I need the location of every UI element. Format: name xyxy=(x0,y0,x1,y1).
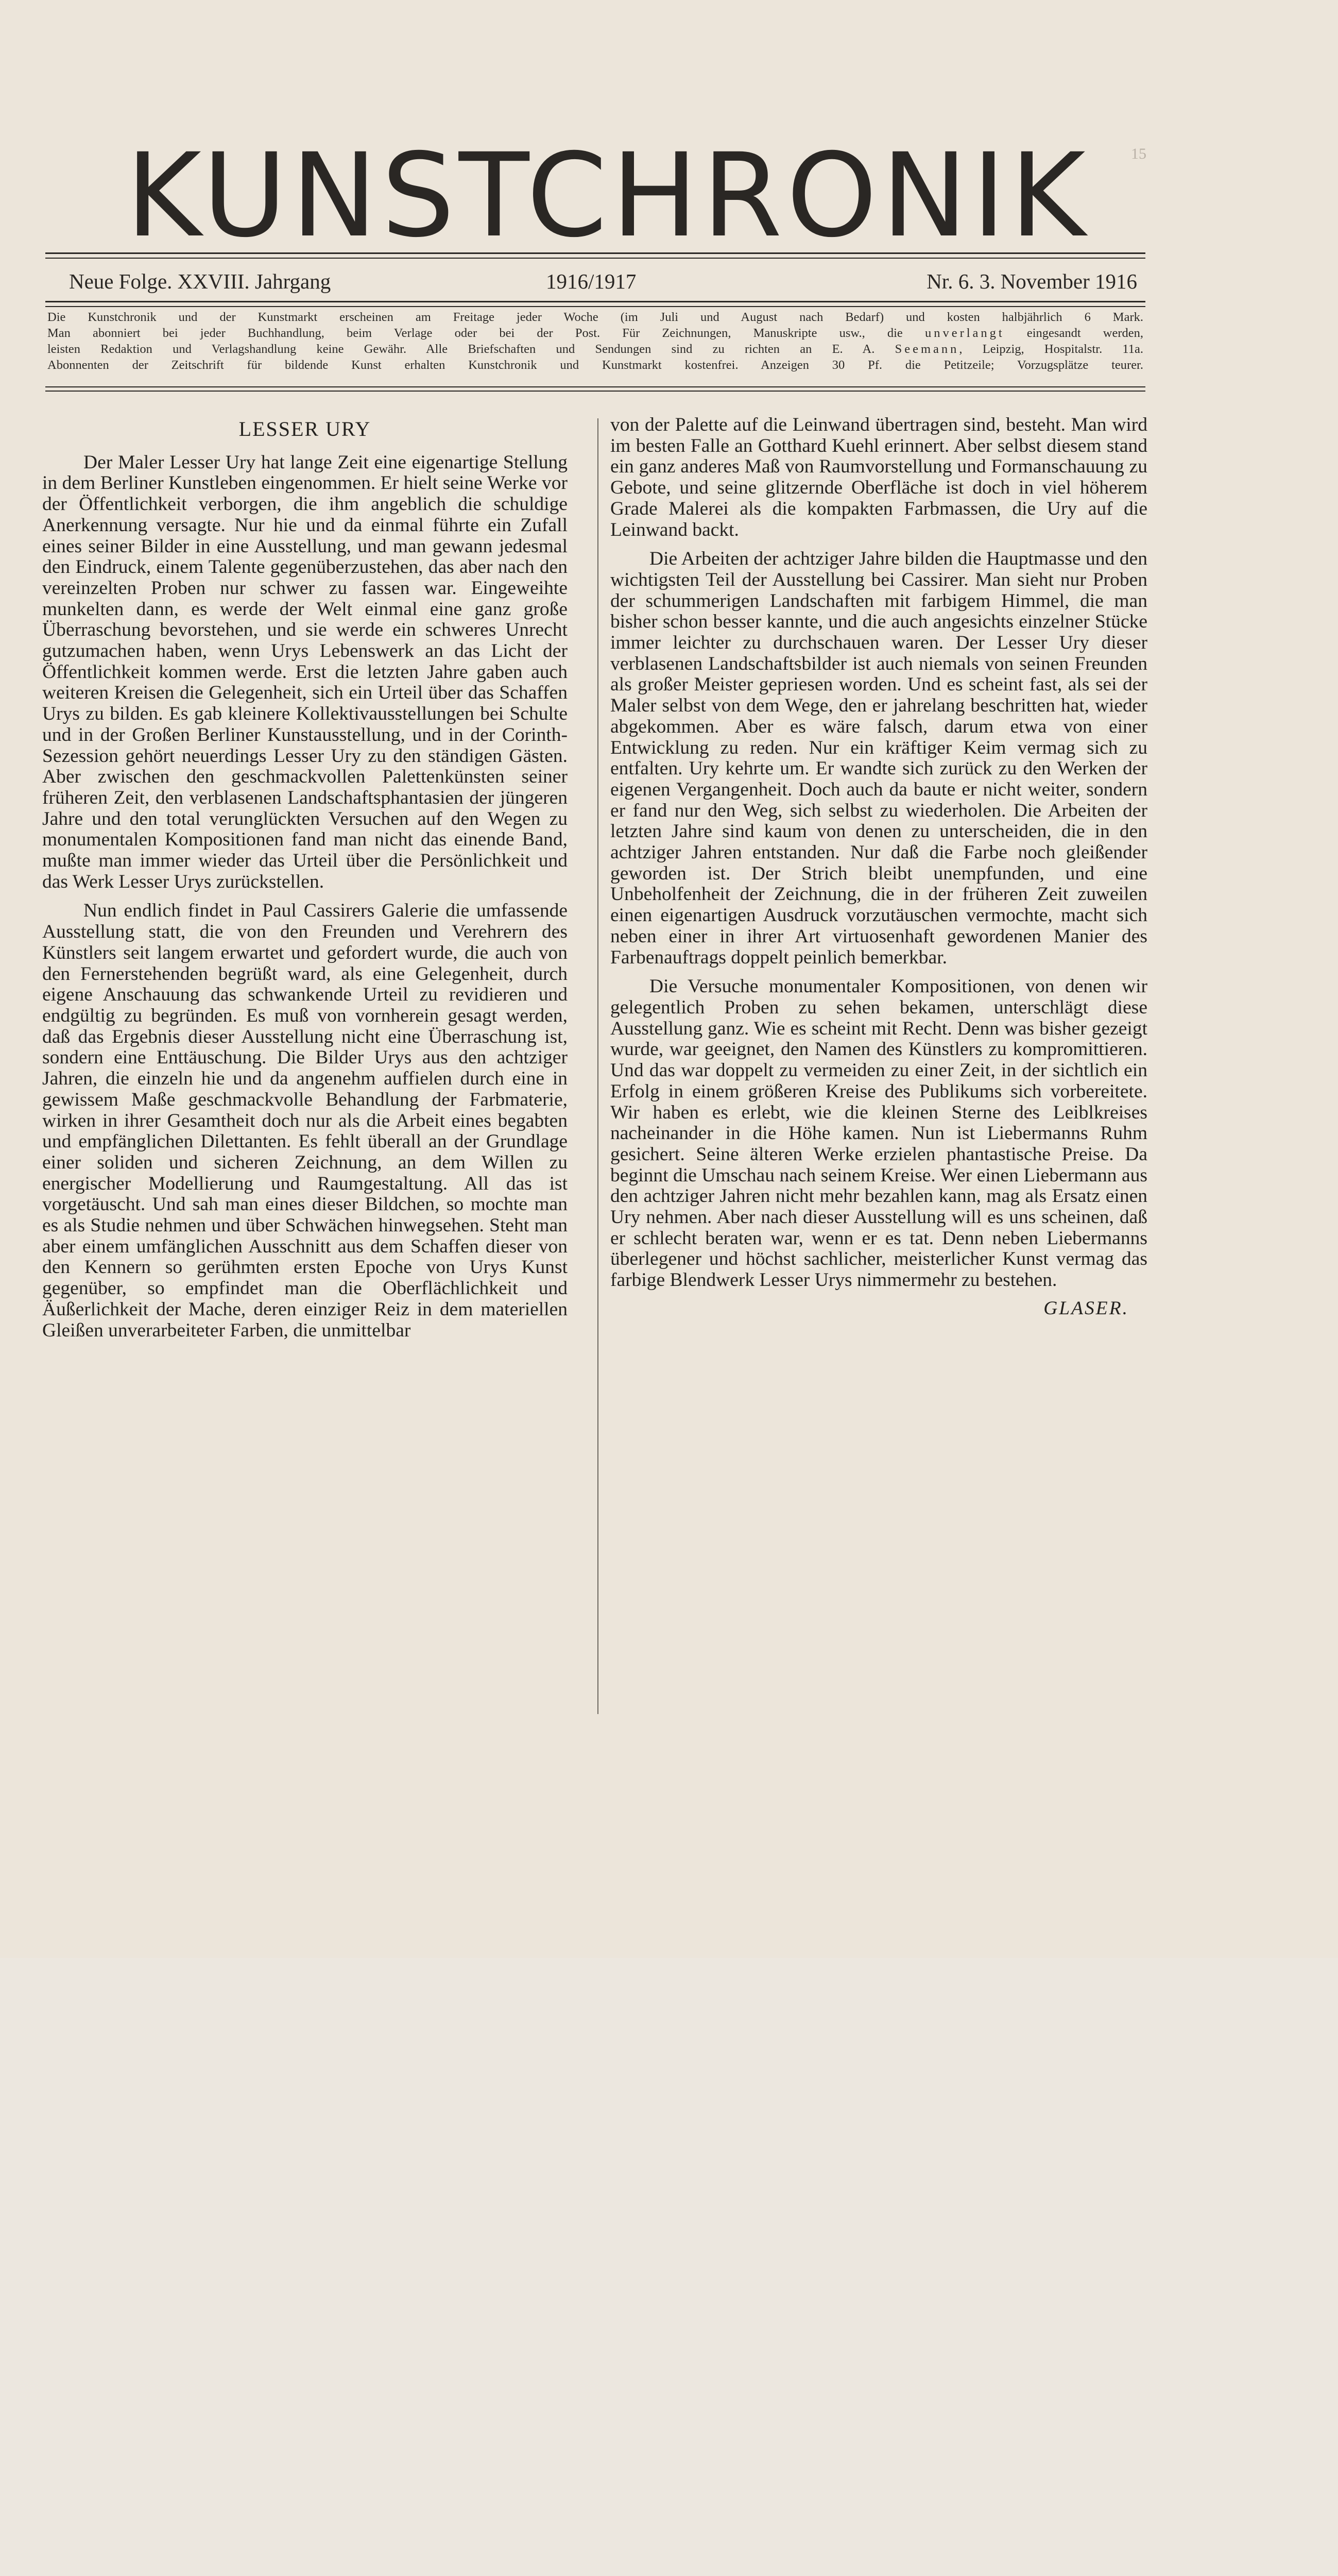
header-rule-top xyxy=(45,252,1145,259)
publisher-name: Seemann xyxy=(895,342,959,356)
subscription-notice xyxy=(47,309,1143,373)
notice-line: Die Kunstchronik und der Kunstmarkt erscheinen am Freitage jeder Woche (im Juli und August nach Bedarf) und kosten halbjährlich 6 Mark. xyxy=(47,310,1143,324)
article-paragraph: von der Palette auf die Leinwand übertragen sind, besteht. Man wird im besten Falle an Gotthard Kuehl erinnert. Aber selbst diesem stand ein ganz anderes Maß von Raumvorstellung und Formanschauung zu Gebote, und seine glitzernde Oberfläche ist doch in viel höherem Grade Malerei als die kompakten Farbmassen, die Ury auf die Leinwand backt. xyxy=(610,414,1147,540)
notice-line: Abonnenten der Zeitschrift für bildende Kunst erhalten Kunstchronik und Kunstmarkt kostenfrei. Anzeigen 30 Pf. die Petitzeile; Vorzugsplätze teurer. xyxy=(47,358,1143,372)
issue-number-date: Nr. 6. 3. November 1916 xyxy=(927,269,1137,293)
masthead-title: KUNSTCHRONIK xyxy=(126,128,1090,263)
article-paragraph: Der Maler Lesser Ury hat lange Zeit eine eigenartige Stellung in dem Berliner Kunstleben eingenommen. Er hielt seine Werke vor der Öffentlichkeit verborgen, die ihm angeblich die schuldige Anerkennung versagte. Nur hie und da einmal führte ein Zufall eines seiner Bilder in eine Ausstellung, und man gewann jedesmal den Eindruck, einem Talente gegenüberzustehen, das aber nach den vereinzelten Proben nur schwer zu fassen war. Eingeweihte munkelten dann, es werde der Welt einmal eine ganz große Überraschung bevorstehen, und sie werde ein schweres Unrecht gutzumachen haben, wenn Urys Lebenswerk an das Licht der Öffentlichkeit kommen werde. Erst die letzten Jahre gaben auch weiteren Kreisen die Gelegenheit, sich ein Urteil über das Schaffen Urys zu bilden. Es gab kleinere Kollektivausstellungen bei Schulte und in der Großen Berliner Kunstausstellung, und in der Corinth-Sezession gehört neuerdings Lesser Ury zu den ständigen Gästen. Aber zwischen den geschmackvollen Palettenkünsten seiner früheren Zeit, den verblasenen Landschaftsphantasien der jüngeren Jahre und den total verunglückten Versuchen auf den Wegen zu monumentalen Kompositionen fand man nicht das einende Band, mußte man immer wieder das Urteil über die Persönlichkeit und das Werk Lesser Urys zurückstellen. xyxy=(42,451,568,892)
notice-line: leisten Redaktion und Verlagshandlung keine Gewähr. Alle Briefschaften und Sendungen sind zu richten an E. A. Seemann, Leipzig, Hospitalstr. 11a. xyxy=(47,342,1144,356)
header-rule-bottom-2 xyxy=(45,391,1145,392)
digitization-footer xyxy=(0,1958,1338,2050)
article-paragraph: Die Arbeiten der achtziger Jahre bilden die Hauptmasse und den wichtigsten Teil der Ausstellung bei Cassirer. Man sieht nur Proben der schummerigen Landschaften mit farbigem Himmel, die man bisher schon besser kannte, und die auch angesichts einzelner Stücke immer leichter zu durchschauen waren. Der Lesser Ury dieser verblasenen Landschaftsbilder ist auch niemals von seinen Freunden als großer Meister gepriesen worden. Und es scheint fast, als sei der Maler selbst von dem Wege, den er jahrelang beschritten hat, wieder abgekommen. Aber es wäre falsch, darum etwa von einer Entwicklung zu reden. Nur ein kräftiger Keim vermag sich zu entfalten. Ury kehrte um. Er wandte sich zurück zu den Werken der eigenen Vergangenheit. Doch auch da baute er nicht weiter, sondern er fand nur den Weg, sich selbst zu wiederholen. Die Arbeiten der letzten Jahre sind kaum von denen zu unterscheiden, die in den achtziger Jahren entstanden. Nur daß die Farbe noch gleißender geworden ist. Der Strich bleibt unempfunden, und eine Unbeholfenheit der Zeichnung, die in der früheren Zeit zuweilen einen eigenartigen Ausdruck vorzutäuschen vermochte, macht sich neben einer in ihrer Art virtuosenhaft gewordenen Manier des Farbenauftrags doppelt peinlich bemerkbar. xyxy=(610,548,1147,968)
issue-line xyxy=(66,266,1137,297)
column-divider xyxy=(597,418,598,1714)
author-signature: GLASER. xyxy=(1043,1297,1129,1319)
corner-mark: 15 xyxy=(1131,145,1146,162)
notice-line: Man abonniert bei jeder Buchhandlung, beim Verlage oder bei der Post. Für Zeichnungen, Manuskripte usw., die unverlangt eingesandt werden, xyxy=(47,326,1144,340)
article-column-left xyxy=(42,415,568,1341)
header-rule-middle xyxy=(45,301,1145,307)
article-title: LESSER URY xyxy=(238,417,371,440)
article-paragraph: Die Versuche monumentaler Kompositionen, von denen wir gelegentlich Proben zu sehen bekamen, unterschlägt diese Ausstellung ganz. Wie es scheint mit Recht. Denn was bisher gezeigt wurde, war geeignet, den Namen des Künstlers zu kompromittieren. Und das war doppelt zu vermeiden zu einer Zeit, in der sichtlich ein Erfolg in einem größeren Kreise des Publikums sich vorbereitete. Wir haben es erlebt, wie die kleinen Sterne des Leiblkreises nacheinander in die Höhe kamen. Nun ist Liebermanns Ruhm gesichert. Seine älteren Werke erzielen phantastische Preise. Da beginnt die Umschau nach seinem Kreise. Wer einen Liebermann aus den achtziger Jahren nicht mehr bezahlen kann, mag als Ersatz einen Ury nehmen. Aber nach dieser Ausstellung will es uns scheinen, daß er schlecht beraten war, wenn er es tat. Denn neben Liebermanns überlegener und höchst sachlicher, meisterlicher Kunst vermag das farbige Blendwerk Lesser Urys nimmermehr zu bestehen. xyxy=(610,976,1147,1291)
publication-years: 1916/1917 xyxy=(546,269,637,293)
series-volume: Neue Folge. XXVIII. Jahrgang xyxy=(69,269,331,293)
article-column-right xyxy=(610,415,1147,1319)
header-rule-bottom xyxy=(45,386,1145,387)
article-paragraph: Nun endlich findet in Paul Cassirers Galerie die umfassende Ausstellung statt, die von den Freunden und Verehrern des Künstlers seit langem erwartet und gefordert wurde, die auch von den Fernerstehenden begrüßt ward, als eine Gelegenheit, durch eigene Anschauung das schwankende Urteil zu revidieren und endgültig zu begründen. Es muß von vornherein gesagt werden, daß das Ergebnis dieser Ausstellung nicht eine Überraschung ist, sondern eine Enttäuschung. Die Bilder Urys aus den achtziger Jahren, die einzeln hie und da angenehm auffielen durch eine in gewissem Maße geschmackvolle Behandlung der Farbmaterie, wirken in ihrer Gesamtheit doch nur als die Arbeit eines begabten und empfänglichen Dilettanten. Es fehlt überall an der Grundlage einer soliden und sicheren Zeichnung, an dem Willen zu energischer Modellierung und Raumgestaltung. All das ist vorgetäuscht. Und sah man eines dieser Bildchen, so mochte man es als Studie nehmen und über Schwächen hinwegsehen. Steht man aber einem umfänglichen Ausschnitt aus dem Schaffen dieser von den Kennern so gerühmten ersten Epoche von Urys Kunst gegenüber, so empfindet man die Oberflächlichkeit und Äußerlichkeit der Mache, deren einziger Reiz in dem materiellen Gleißen unverarbeiteter Farben, die unmittelbar xyxy=(42,900,568,1341)
emphasized-word: unverlangt xyxy=(924,326,1005,340)
